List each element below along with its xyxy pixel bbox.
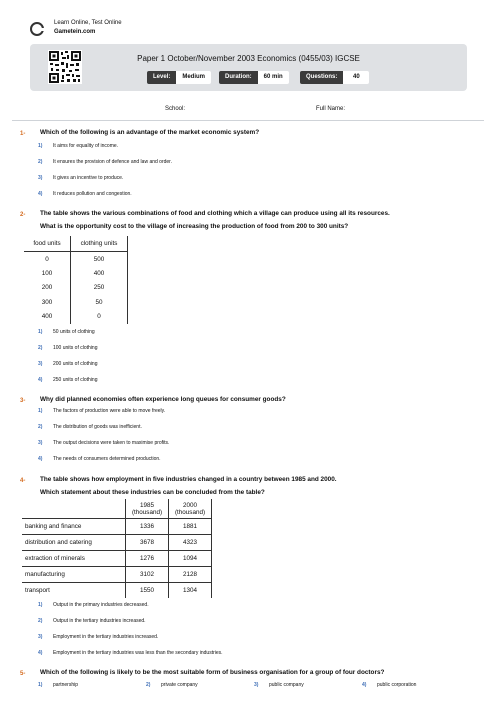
table-row <box>22 519 212 535</box>
table-cell: 100 <box>24 266 71 280</box>
table-cell: distribution and catering <box>22 535 126 551</box>
option-number[interactable]: 3) <box>38 175 43 181</box>
full-name-field-label: Full Name: <box>316 106 346 112</box>
level-label: Level: <box>147 71 176 84</box>
level-value: Medium <box>176 71 211 84</box>
question-text: Why did planned economies often experience long queues for consumer goods? <box>40 396 286 403</box>
option-number[interactable]: 4) <box>38 456 43 462</box>
question-text-continued: What is the opportunity cost to the village of increasing the production of food from 200 to 300 units? <box>40 223 349 230</box>
question-text: The table shows the various combinations of food and clothing which a village can produce using all its resources. <box>40 210 390 217</box>
option-number[interactable]: 3) <box>38 361 43 367</box>
question-number: 3- <box>20 398 26 404</box>
option-text[interactable]: It aims for equality of income. <box>53 143 119 149</box>
question-number: 5- <box>20 671 26 677</box>
question-text: Which of the following is an advantage of the market economic system? <box>40 129 260 136</box>
option-number[interactable]: 4) <box>38 377 43 383</box>
table-cell: 500 <box>71 252 128 267</box>
option-text[interactable]: partnership <box>53 682 79 688</box>
option-text[interactable]: Output in the tertiary industries increased. <box>53 618 146 624</box>
table-header-cell: food units <box>24 236 71 252</box>
table-cell: 400 <box>24 310 71 324</box>
option-text[interactable]: private company <box>161 682 198 688</box>
option-text[interactable]: Employment in the tertiary industries was less than the secondary industries. <box>53 650 223 656</box>
option-text[interactable]: The factors of production were able to move freely. <box>53 408 166 414</box>
employment-table <box>22 499 212 598</box>
option-text[interactable]: Output in the primary industries decreased. <box>53 602 149 608</box>
year-label: 2000 <box>182 501 197 509</box>
year-label: 1985 <box>139 501 154 509</box>
duration-value: 60 min <box>258 71 289 84</box>
table-cell: 250 <box>71 281 128 295</box>
table-cell: 1881 <box>169 519 212 535</box>
option-text[interactable]: Employment in the tertiary industries increased. <box>53 634 159 640</box>
option-text[interactable]: 50 units of clothing <box>53 329 95 335</box>
option-number[interactable]: 4) <box>38 191 43 197</box>
option-text[interactable]: It gives an incentive to produce. <box>53 175 124 181</box>
table-cell: 3678 <box>126 535 169 551</box>
table-cell: manufacturing <box>22 567 126 583</box>
question-number: 4- <box>20 478 26 484</box>
unit-label: (thousand) <box>131 508 163 516</box>
option-number[interactable]: 2) <box>38 345 43 351</box>
option-number[interactable]: 3) <box>254 682 259 688</box>
question-text-continued: Which statement about these industries can be concluded from the table? <box>40 489 265 496</box>
table-cell: extraction of minerals <box>22 551 126 567</box>
option-number[interactable]: 1) <box>38 143 43 149</box>
table-row <box>24 295 128 309</box>
table-cell: 50 <box>71 295 128 309</box>
table-cell: 1276 <box>126 551 169 567</box>
table-header-cell <box>169 499 212 519</box>
table-row <box>22 551 212 567</box>
production-table <box>24 236 128 324</box>
gametein-logo-icon <box>30 22 44 36</box>
table-cell: 0 <box>71 310 128 324</box>
question-text: The table shows how employment in five industries changed in a country between 1985 and 2000. <box>40 476 337 483</box>
table-header-blank <box>22 499 126 519</box>
header-divider <box>12 120 484 121</box>
option-text[interactable]: The needs of consumers determined production. <box>53 456 161 462</box>
table-row <box>24 266 128 280</box>
question-text: Which of the following is likely to be the most suitable form of business organisation for a group of four doctors? <box>40 669 385 676</box>
table-cell: 0 <box>24 252 71 267</box>
option-number[interactable]: 3) <box>38 634 43 640</box>
table-cell: 1550 <box>126 583 169 599</box>
option-number[interactable]: 2) <box>38 159 43 165</box>
table-cell: 3102 <box>126 567 169 583</box>
table-header-cell <box>126 499 169 519</box>
table-row <box>22 535 212 551</box>
option-number[interactable]: 1) <box>38 602 43 608</box>
option-number[interactable]: 1) <box>38 682 43 688</box>
table-header-cell: clothing units <box>71 236 128 252</box>
paper-title: Paper 1 October/November 2003 Economics (0455/03) IGCSE <box>137 54 360 63</box>
table-row <box>24 252 128 267</box>
table-cell: 1094 <box>169 551 212 567</box>
duration-label: Duration: <box>219 71 258 84</box>
questions-pill <box>300 71 369 84</box>
table-cell: 2128 <box>169 567 212 583</box>
table-cell: 200 <box>24 281 71 295</box>
option-text[interactable]: 250 units of clothing <box>53 377 98 383</box>
option-text[interactable]: The output decisions were taken to maximise profits. <box>53 440 170 446</box>
table-cell: 300 <box>24 295 71 309</box>
option-number[interactable]: 3) <box>38 440 43 446</box>
table-row <box>24 310 128 324</box>
paper-header <box>30 44 467 91</box>
option-number[interactable]: 4) <box>362 682 367 688</box>
option-number[interactable]: 2) <box>38 424 43 430</box>
table-cell: 4323 <box>169 535 212 551</box>
option-text[interactable]: 200 units of clothing <box>53 361 98 367</box>
questions-value: 40 <box>343 71 369 84</box>
option-number[interactable]: 2) <box>38 618 43 624</box>
question-number: 2- <box>20 212 26 218</box>
option-number[interactable]: 4) <box>38 650 43 656</box>
unit-label: (thousand) <box>174 508 206 516</box>
table-header-row <box>24 236 128 252</box>
table-cell: transport <box>22 583 126 599</box>
option-text[interactable]: public corporation <box>377 682 417 688</box>
table-row <box>22 583 212 599</box>
level-pill <box>147 71 211 84</box>
table-cell: banking and finance <box>22 519 126 535</box>
table-row <box>22 567 212 583</box>
option-text[interactable]: It ensures the provision of defence and law and order. <box>53 159 172 165</box>
table-cell: 1336 <box>126 519 169 535</box>
brand-tagline: Learn Online, Test Online <box>54 20 122 26</box>
table-row <box>24 281 128 295</box>
brand-site[interactable]: Gametein.com <box>54 29 96 35</box>
option-number[interactable]: 2) <box>146 682 151 688</box>
option-text[interactable]: It reduces pollution and congestion. <box>53 191 132 197</box>
option-number[interactable]: 1) <box>38 408 43 414</box>
question-number: 1- <box>20 131 26 137</box>
questions-label: Questions: <box>300 71 343 84</box>
option-text[interactable]: The distribution of goods was inefficient. <box>53 424 142 430</box>
table-cell: 1304 <box>169 583 212 599</box>
duration-pill <box>219 71 289 84</box>
option-number[interactable]: 1) <box>38 329 43 335</box>
school-field-label: School: <box>165 106 186 112</box>
option-text[interactable]: 100 units of clothing <box>53 345 98 351</box>
table-header-row <box>22 499 212 519</box>
table-cell: 400 <box>71 266 128 280</box>
option-text[interactable]: public company <box>269 682 304 688</box>
